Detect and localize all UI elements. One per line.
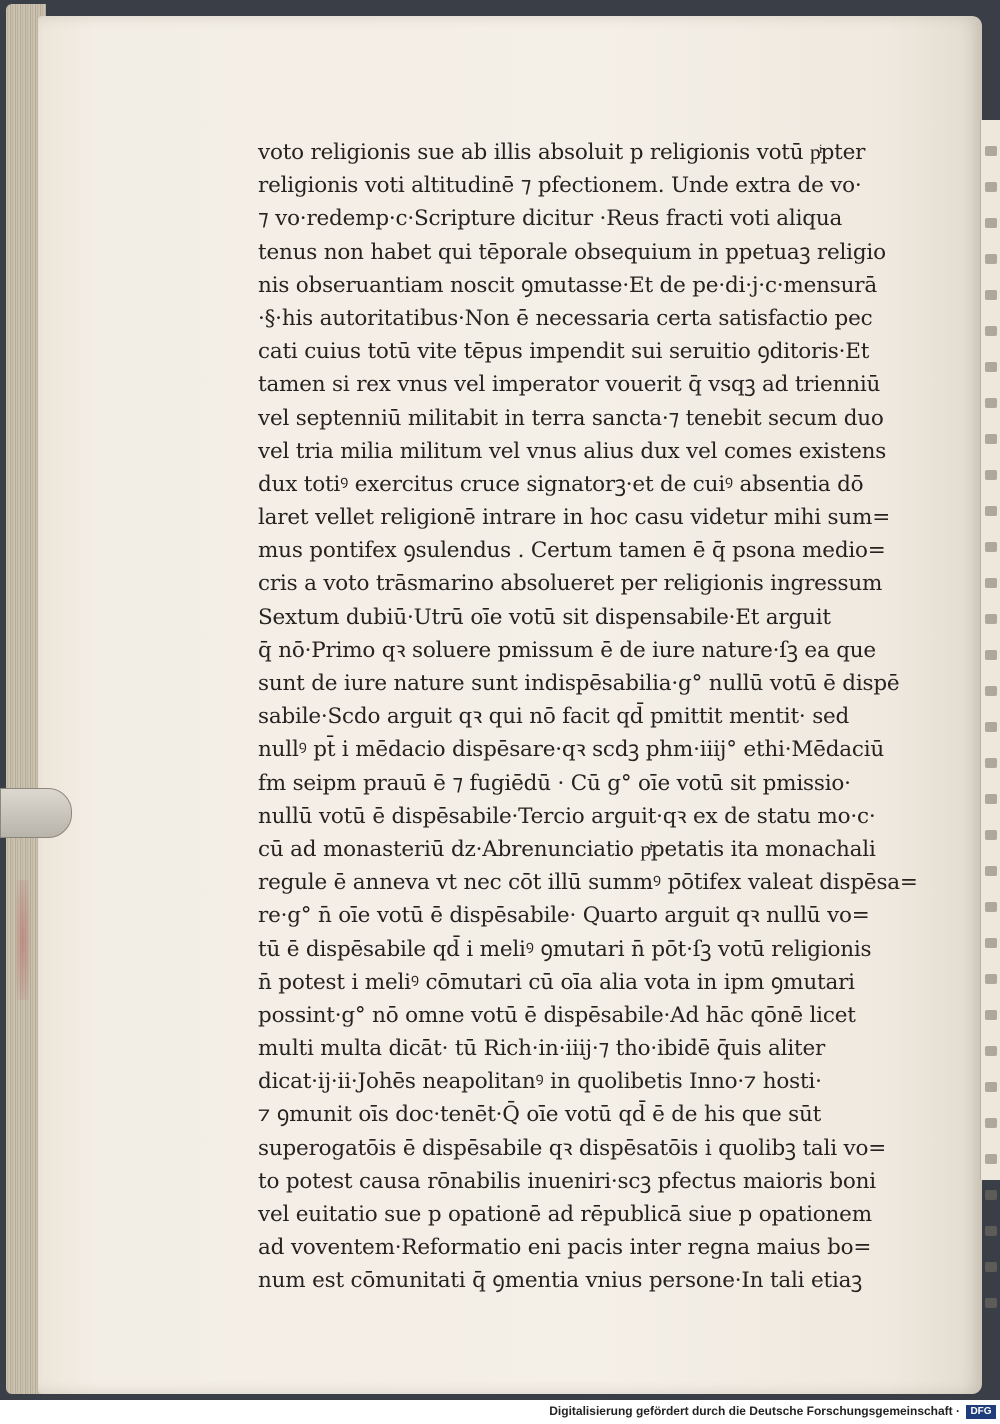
dfg-logo: DFG	[966, 1405, 996, 1419]
text-line: nullū votū ē dispēsabile·Tercio arguit·qꝛ ex de statu mo·c·	[258, 803, 876, 829]
text-line: tenus non habet qui tēporale obsequium in ppetuaꝫ religio	[258, 239, 886, 265]
text-line: num est cōmunitati q̄ ꝯmentia vnius persone·In tali etiaꝫ	[258, 1268, 863, 1294]
text-line: tū ē dispēsabile qd̄ i meliꝰ ꝯmutari n̄ pōt·ſꝫ votū religionis	[258, 936, 872, 962]
next-page-text-fragments	[985, 120, 999, 1180]
text-line: regule ē anneva vt nec cōt illū summꝰ pōtifex valeat dispēsa=	[258, 870, 918, 896]
text-line: re·g° n̄ oīe votū ē dispēsabile· Quarto arguit qꝛ nullū vo=	[258, 903, 870, 929]
text-line: sunt de iure nature sunt indispēsabilia·g° nullū votū ē dispē	[258, 671, 900, 696]
text-line: voto religionis sue ab illis absoluit p religionis votū pͥpter	[258, 140, 866, 165]
text-block	[258, 136, 918, 1298]
text-line: religionis voti altitudinē ⁊ pfectionem. Unde extra de vo·	[258, 173, 862, 199]
text-line: ad voventem·Reformatio eni pacis inter regna maius bo=	[258, 1235, 872, 1261]
text-line: cris a voto trāsmarino absolueret per religionis ingressum	[258, 571, 883, 597]
text-line: vel tria milia militum vel vnus alius dux vel comes existens	[258, 438, 887, 464]
text-line: nis obseruantiam noscit ꝯmutasse·Et de pe·di·j·c·mensurā	[258, 272, 877, 298]
next-page-edge	[980, 120, 1000, 1180]
text-line: fm seipm prauū ē ⁊ fugiēdū · Cū g° oīe votū sit pmissio·	[258, 770, 851, 796]
text-line: to potest causa rōnabilis inueniri·scꝫ pfectus maioris boni	[258, 1168, 876, 1194]
funding-credit: Digitalisierung gefördert durch die Deutsche Forschungsgemeinschaft ·	[549, 1404, 960, 1418]
footer-bar	[0, 1400, 1000, 1424]
text-line: vel septenniū militabit in terra sancta·⁊ tenebit secum duo	[258, 405, 884, 431]
text-line: cati cuius totū vite tēpus impendit sui seruitio ꝯditoris·Et	[258, 339, 870, 365]
text-line: Sextum dubiū·Utrū oīe votū sit dispensabile·Et arguit	[258, 604, 831, 630]
text-line: cū ad monasteriū dz·Abrenunciatio pͥpetatis ita monachali	[258, 836, 876, 862]
text-line: ·§·his autoritatibus·Non ē necessaria certa satisfactio pec	[258, 305, 873, 331]
text-line: ⁊ ꝯmunit oīs doc·tenēt·Q̄ oīe votū qd̄ ē de his que sūt	[258, 1102, 822, 1128]
text-line: dicat·ij·ii·Johēs neapolitanꝰ in quolibetis Inno·⁊ hosti·	[258, 1069, 822, 1095]
text-line: q̄ nō·Primo qꝛ soluere pmissum ē de iure nature·ſꝫ ea que	[258, 637, 876, 663]
text-line: ⁊ vo·redemp·c·Scripture dicitur ·Reus fracti voti aliqua	[258, 206, 843, 232]
text-line: n̄ potest i meliꝰ cōmutari cū oīa alia vota in ipm ꝯmutari	[258, 969, 855, 995]
text-line: sabile·Scdo arguit qꝛ qui nō facit qd̄ pmittit mentit· sed	[258, 704, 850, 730]
text-line: dux totiꝰ exercitus cruce signatorꝫ·et de cuiꝰ absentia dō	[258, 471, 864, 497]
text-line: multi multa dicāt· tū Rich·in·iiij·⁊ tho·ibidē q̄uis aliter	[258, 1036, 826, 1062]
text-line: nullꝰ pt̄ i mēdacio dispēsare·qꝛ scdꝫ phm·iiij° ethi·Mēdaciū	[258, 737, 885, 763]
text-line: laret vellet religionē intrare in hoc casu videtur mihi sum=	[258, 505, 891, 531]
text-line: possint·g° nō omne votū ē dispēsabile·Ad hāc qōnē licet	[258, 1002, 856, 1028]
text-line: tamen si rex vnus vel imperator vouerit q̄ vsqꝫ ad trienniū	[258, 372, 881, 398]
text-line: superogatōis ē dispēsabile qꝛ dispēsatōis i quolibꝫ tali vo=	[258, 1135, 887, 1161]
text-line: mus pontifex ꝯsulendus . Certum tamen ē q̄ psona medio=	[258, 538, 886, 564]
book-clasp	[0, 788, 72, 838]
red-stain	[16, 880, 30, 1000]
text-line: vel euitatio sue p opationē ad rēpublicā siue p opationem	[258, 1202, 872, 1227]
